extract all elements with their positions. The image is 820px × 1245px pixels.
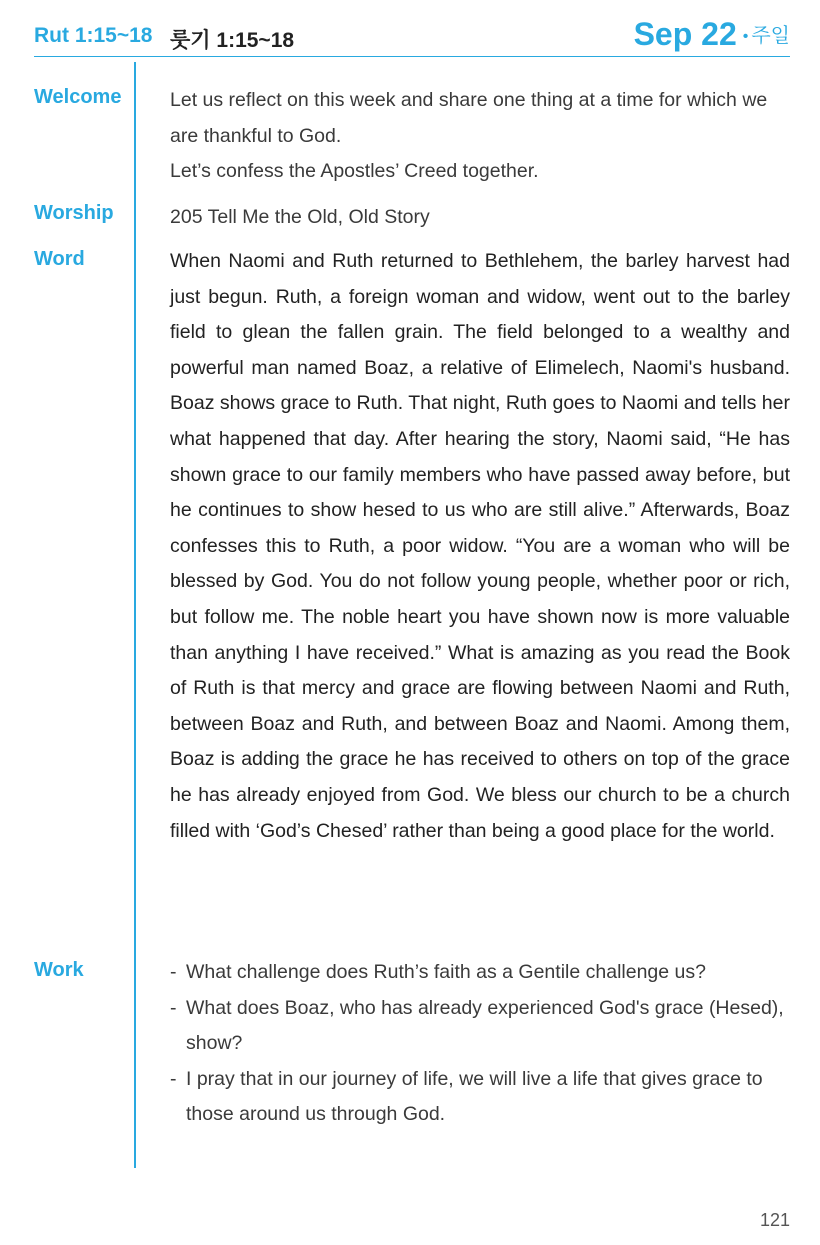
welcome-line-1: Let us reflect on this week and share one thing at a time for which we are thankful to God. xyxy=(170,89,768,147)
date: Sep 22 xyxy=(633,16,737,52)
work-item-text: What challenge does Ruth’s faith as a Gentile challenge us? xyxy=(186,961,706,983)
welcome-label: Welcome xyxy=(34,86,122,108)
date-separator-dot: • xyxy=(742,28,749,45)
work-item xyxy=(170,1062,790,1133)
dash-bullet: - xyxy=(170,996,177,1019)
scripture-reference-ko: 룻기 1:15~18 xyxy=(170,29,295,52)
page-number: 121 xyxy=(759,1210,790,1230)
work-label: Work xyxy=(34,959,84,981)
worship-label: Worship xyxy=(34,202,114,224)
dash-bullet: - xyxy=(170,1067,177,1090)
date-block xyxy=(634,16,790,53)
scripture-reference-en: Rut 1:15~18 xyxy=(34,24,153,47)
column-divider xyxy=(134,62,136,1168)
word-paragraph: When Naomi and Ruth returned to Bethlehem, the barley harvest had just begun. Ruth, a foreign woman and widow, went out to the barley field to glean the fallen grain. The field belonged to a wealthy and powerful man named Boaz, a relative of Elimelech, Naomi's husband. Boaz shows grace to Ruth. That night, Ruth goes to Naomi and tells her what happened that day. After hearing the story, Naomi said, “He has shown grace to our family members who have passed away before, but he continues to show hesed to us who are still alive.” Afterwards, Boaz confesses this to Ruth, a poor widow. “You are a woman who will be blessed by God. You do not follow young people, whether poor or rich, but follow me. The noble heart you have shown now is more valuable than anything I have received.” What is amazing as you read the Book of Ruth is that mercy and grace are flowing between Naomi and Ruth, between Boaz and Ruth, and between Boaz and Naomi. Among them, Boaz is adding the grace he has received to others on top of the grace he has already enjoyed from God. We bless our church to be a church filled with ‘God’s Chesed’ rather than being a good place for the world. xyxy=(170,250,790,842)
work-item-text: What does Boaz, who has already experienced God's grace (Hesed), show? xyxy=(186,996,784,1054)
dash-bullet: - xyxy=(170,961,177,983)
work-item-text: I pray that in our journey of life, we will live a life that gives grace to those around us through God. xyxy=(186,1067,763,1125)
welcome-line-2: Let’s confess the Apostles’ Creed together. xyxy=(170,160,539,182)
worship-hymn: 205 Tell Me the Old, Old Story xyxy=(170,206,430,228)
weekday-label: 주일 xyxy=(751,25,790,47)
work-item xyxy=(170,991,790,1062)
work-item xyxy=(170,955,790,991)
page-header xyxy=(34,10,790,57)
work-list xyxy=(170,955,790,1133)
welcome-text xyxy=(170,83,790,190)
word-label: Word xyxy=(34,248,85,270)
